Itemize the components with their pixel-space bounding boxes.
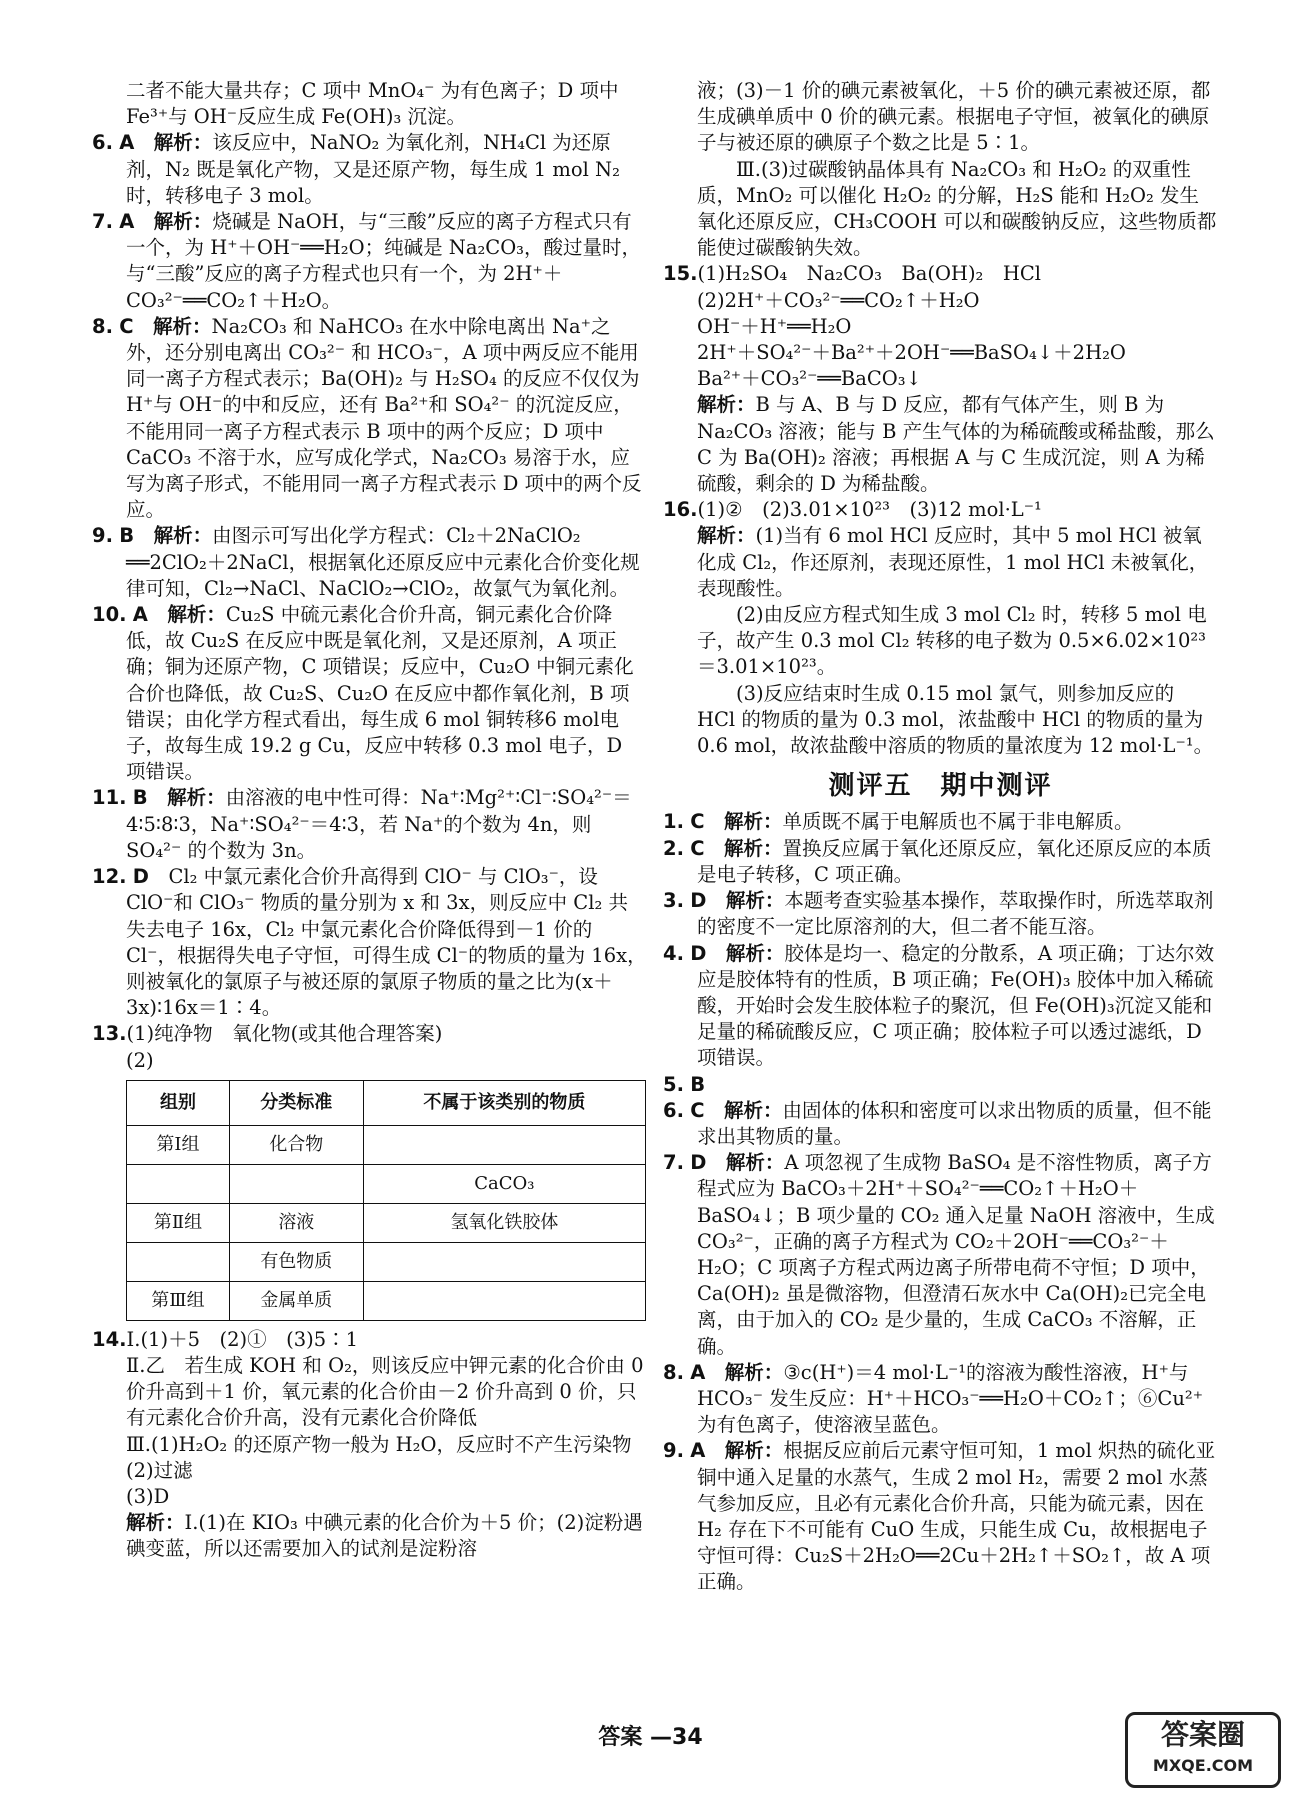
answer-text: 由溶液的电中性可得：Na⁺∶Mg²⁺∶Cl⁻∶SO₄²⁻＝4∶5∶8∶3，Na⁺∶SO₄²⁻＝4∶3，若 Na⁺的个数为 4n，则 SO₄²⁻ 的个数为 3n。	[126, 786, 632, 862]
answer-text: Cl₂ 中氯元素化合价升高得到 ClO⁻ 与 ClO₃⁻，设 ClO⁻和 ClO₃⁻ 物质的量分别为 x 和 3x，则反应中 Cl₂ 共失去电子 16x，Cl₂ 中氯元素化合价降低得到－1 价的 Cl⁻，根据得失电子守恒，可得生成 Cl⁻的物质的量为 16x，则被氧化的氯原子与被还原的氯原子物质的量之比为(x＋3x)∶16x＝1∶4。	[126, 865, 647, 1020]
table-header-cell: 组别	[127, 1080, 230, 1125]
answer-choice: A	[690, 1439, 706, 1463]
answer-text: (2)	[126, 1048, 154, 1072]
site-watermark-logo	[1125, 1712, 1281, 1788]
table-cell-std: 溶液	[229, 1203, 363, 1242]
left-column	[92, 78, 647, 1563]
answer-text: (1)② (2)3.01×10²³ (3)12 mol·L⁻¹	[697, 498, 1042, 522]
classification-table	[126, 1080, 646, 1321]
table-cell-group: 第Ⅲ组	[127, 1281, 230, 1320]
answer-item	[663, 809, 1218, 835]
indented-paragraph	[663, 157, 1218, 262]
answer-text: 2H⁺＋SO₄²⁻＋Ba²⁺＋2OH⁻══BaSO₄↓＋2H₂O	[697, 341, 1126, 365]
table-cell-group: 第Ⅰ组	[127, 1125, 230, 1164]
table-cell-not: 氢氧化铁胶体	[363, 1203, 645, 1242]
answer-item	[663, 1150, 1218, 1360]
right-column	[663, 78, 1218, 1596]
indented-paragraph	[663, 602, 1218, 681]
answer-choice: B	[690, 1072, 706, 1096]
answer-text: Ⅲ.(3)过碳酸钠晶体具有 Na₂CO₃ 和 H₂O₂ 的双重性质，MnO₂ 可以催化 H₂O₂ 的分解，H₂S 能和 H₂O₂ 发生氧化还原反应，CH₃COOH 可以和碳酸钠反应，这些物质都能使过碳酸钠失效。	[697, 157, 1217, 260]
answer-item	[92, 1021, 647, 1047]
answer-text: B 与 A、B 与 D 反应，都有气体产生，则 B 为 Na₂CO₃ 溶液；能与 B 产生气体的为稀硫酸或稀盐酸，那么 C 为 Ba(OH)₂ 溶液；再根据 A 与 C 生成沉淀，则 A 为稀硫酸，剩余的 D 为稀盐酸。	[697, 393, 1215, 496]
table-row	[127, 1281, 646, 1320]
table-cell-std: 金属单质	[229, 1281, 363, 1320]
question-number: 14.	[92, 1327, 127, 1351]
answer-line	[663, 366, 1218, 392]
answer-line	[663, 340, 1218, 366]
answer-item	[663, 1072, 1218, 1098]
answer-choice: A	[119, 210, 135, 234]
question-number: 10.	[92, 603, 127, 627]
answer-item	[92, 864, 647, 1021]
table-row	[127, 1125, 646, 1164]
analysis-label: 解析：	[724, 1098, 783, 1122]
answer-choice: A	[690, 1360, 706, 1384]
analysis-label: 解析：	[126, 1511, 185, 1535]
answer-text: Cu₂S 中硫元素化合价升高，铜元素化合价降低，故 Cu₂S 在反应中既是氧化剂，又是还原剂，A 项正确；铜为还原产物，C 项错误；反应中，Cu₂O 中铜元素化合价也降低，故 Cu₂S、Cu₂O 在反应中都作氧化剂，B 项错误；由化学方程式看出，每生成 6 mol 铜转移6 mol电子，故每生成 19.2 g Cu，反应中转移 0.3 mol 电子，D 项错误。	[126, 603, 634, 784]
answer-choice: C	[690, 836, 705, 860]
analysis-paragraph	[663, 392, 1218, 497]
question-number: 5.	[663, 1072, 684, 1096]
continued-text	[92, 78, 647, 130]
answer-line	[663, 288, 1218, 314]
table-row	[127, 1242, 646, 1281]
analysis-paragraph	[92, 1510, 647, 1562]
question-number: 15.	[663, 262, 698, 286]
answer-text: A 项忽视了生成物 BaSO₄ 是不溶性物质，离子方程式应为 BaCO₃＋2H⁺＋SO₄²⁻══CO₂↑＋H₂O＋BaSO₄↓；B 项少量的 CO₂ 通入足量 NaOH 溶液中，生成 CO₃²⁻，正确的离子方程式为 CO₂＋2OH⁻══CO₃²⁻＋H₂O；C 项离子方程式两边离子所带电荷不守恒；D 项中，Ca(OH)₂ 虽是微溶物，但澄清石灰水中 Ca(OH)₂已完全电离，由于加入的 CO₂ 是少量的，生成 CaCO₃ 不溶解，正确。	[697, 1151, 1215, 1358]
answer-item	[663, 888, 1218, 940]
answer-text: 单质既不属于电解质也不属于非电解质。	[782, 810, 1134, 834]
answer-item	[92, 602, 647, 785]
analysis-paragraph	[663, 523, 1218, 602]
answer-line	[92, 1353, 647, 1432]
answer-line	[663, 314, 1218, 340]
question-number: 1.	[663, 810, 684, 834]
analysis-label: 解析：	[153, 524, 213, 548]
answer-item	[92, 1327, 647, 1353]
table-cell-std: 有色物质	[229, 1242, 363, 1281]
question-number: 2.	[663, 836, 684, 860]
table-cell-not	[363, 1281, 645, 1320]
answer-item	[663, 497, 1218, 523]
table-cell-group: 第Ⅱ组	[127, 1203, 230, 1242]
answer-text: 置换反应属于氧化还原反应，氧化还原反应的本质是电子转移，C 项正确。	[697, 836, 1212, 886]
table-cell-std	[229, 1164, 363, 1203]
answer-choice: D	[690, 1151, 707, 1175]
analysis-label: 解析：	[697, 524, 756, 548]
answer-text: (3)反应结束时生成 0.15 mol 氯气，则参加反应的 HCl 的物质的量为 0.3 mol，浓盐酸中 HCl 的物质的量为 0.6 mol，故浓盐酸中溶质的物质的量浓度为 12 mol·L⁻¹。	[697, 681, 1214, 758]
answer-text: 根据反应前后元素守恒可知，1 mol 炽热的硫化亚铜中通入足量的水蒸气，生成 2 mol H₂，需要 2 mol 水蒸气参加反应，且必有元素化合价升高，只能为硫元素，因在 H₂ 存在下不可能有 CuO 生成，只能生成 Cu，故根据电子守恒可得：Cu₂S＋2H₂O══2Cu＋2H₂↑＋SO₂↑，故 A 项正确。	[697, 1439, 1216, 1594]
answer-text: Na₂CO₃ 和 NaHCO₃ 在水中除电离出 Na⁺之外，还分别电离出 CO₃²⁻ 和 HCO₃⁻，A 项中两反应不能用同一离子方程式表示；Ba(OH)₂ 与 H₂SO₄ 的反应不仅仅为 H⁺与 OH⁻的中和反应，还有 Ba²⁺和 SO₄²⁻ 的沉淀反应，不能用同一离子方程式表示 B 项中的两个反应；D 项中 CaCO₃ 不溶于水，应写成化学式，Na₂CO₃ 易溶于水，应写为离子形式，不能用同一离子方程式表示 D 项中的两个反应。	[126, 314, 642, 522]
answer-text: 本题考查实验基本操作，萃取操作时，所选萃取剂的密度不一定比原溶剂的大，但二者不能互溶。	[697, 889, 1214, 939]
analysis-label: 解析：	[167, 603, 226, 627]
answer-text: 该反应中，NaNO₂ 为氧化剂，NH₄Cl 为还原剂，N₂ 既是氧化产物，又是还原产物，每生成 1 mol N₂ 时，转移电子 3 mol。	[126, 131, 620, 207]
answer-text: Ⅱ.乙 若生成 KOH 和 O₂，则该反应中钾元素的化合价由 0 价升高到＋1 价，氧元素的化合价由－2 价升高到 0 价，只有元素化合价升高，没有元素化合价降低	[126, 1353, 644, 1430]
analysis-label: 解析：	[724, 810, 783, 834]
watermark-bottom: MXQE.COM	[1152, 1756, 1254, 1775]
question-number: 12.	[92, 865, 127, 889]
answer-choice: D	[690, 941, 707, 965]
question-number: 16.	[663, 498, 698, 522]
analysis-label: 解析：	[697, 393, 756, 417]
question-number: 3.	[663, 889, 684, 913]
answer-text: 二者不能大量共存；C 项中 MnO₄⁻ 为有色离子；D 项中 Fe³⁺与 OH⁻反应生成 Fe(OH)₃ 沉淀。	[126, 79, 619, 129]
answer-text: (1)纯净物 氧化物(或其他合理答案)	[126, 1022, 443, 1046]
question-number: 13.	[92, 1022, 127, 1046]
analysis-label: 解析：	[153, 314, 212, 338]
answer-text: 由固体的体积和密度可以求出物质的质量，但不能求出其物质的量。	[697, 1098, 1212, 1148]
table-cell-group	[127, 1164, 230, 1203]
table-header-row	[127, 1080, 646, 1125]
answer-choice: A	[119, 131, 135, 155]
table-cell-not	[363, 1125, 645, 1164]
answer-text: (2)由反应方程式知生成 3 mol Cl₂ 时，转移 5 mol 电子，故产生 0.3 mol Cl₂ 转移的电子数为 0.5×6.02×10²³＝3.01×10²³。	[697, 603, 1207, 679]
answer-text: (1)当有 6 mol HCl 反应时，其中 5 mol HCl 被氧化成 Cl₂，作还原剂，表现还原性，1 mol HCl 未被氧化，表现酸性。	[697, 524, 1209, 600]
answer-choice: A	[132, 603, 148, 627]
answer-item	[663, 836, 1218, 888]
answer-text: Ba²⁺＋CO₃²⁻══BaCO₃↓	[697, 367, 922, 391]
table-cell-not: CaCO₃	[363, 1164, 645, 1203]
question-number: 11.	[92, 786, 127, 810]
table-row	[127, 1203, 646, 1242]
answer-choice: C	[119, 314, 134, 338]
answer-text: (1)H₂SO₄ Na₂CO₃ Ba(OH)₂ HCl	[697, 262, 1042, 286]
answer-text: OH⁻＋H⁺══H₂O	[697, 314, 852, 338]
analysis-label: 解析：	[167, 786, 226, 810]
analysis-label: 解析：	[724, 1360, 784, 1384]
answer-item	[92, 314, 647, 524]
analysis-label: 解析：	[153, 210, 213, 234]
table-header-cell: 不属于该类别的物质	[363, 1080, 645, 1125]
answer-text: 由图示可写出化学方程式：Cl₂＋2NaClO₂ ══2ClO₂＋2NaCl，根据氧化还原反应中元素化合价变化规律可知，Cl₂→NaCl、NaClO₂→ClO₂，故氯气为氧化剂。	[126, 524, 640, 600]
watermark-top: 答案圈	[1160, 1718, 1245, 1751]
question-number: 8.	[92, 314, 113, 338]
question-number: 7.	[663, 1151, 684, 1175]
section-title: 测评五 期中测评	[828, 771, 1053, 802]
table-cell-std: 化合物	[229, 1125, 363, 1164]
answer-text: (3)D	[126, 1484, 170, 1508]
answer-choice: B	[132, 786, 148, 810]
answer-choice: C	[690, 810, 705, 834]
answer-text: 液；(3)－1 价的碘元素被氧化，＋5 价的碘元素被还原，都生成碘单质中 0 价的碘元素。根据电子守恒，被氧化的碘原子与被还原的碘原子个数之比是 5∶1。	[697, 79, 1211, 155]
analysis-label: 解析：	[725, 1151, 785, 1175]
answer-item	[663, 1098, 1218, 1150]
question-number: 8.	[663, 1360, 684, 1384]
question-number: 9.	[663, 1439, 684, 1463]
question-number: 4.	[663, 941, 684, 965]
continued-text	[663, 78, 1218, 157]
answer-line	[92, 1484, 647, 1510]
answer-choice: D	[690, 889, 707, 913]
answer-item	[663, 1360, 1218, 1439]
table-cell-not	[363, 1242, 645, 1281]
question-number: 6.	[92, 131, 113, 155]
table-header-cell: 分类标准	[229, 1080, 363, 1125]
answer-text: (2)过滤	[126, 1458, 193, 1482]
question-number: 7.	[92, 210, 113, 234]
answer-line	[92, 1432, 647, 1458]
question-number: 6.	[663, 1098, 684, 1122]
answer-item	[92, 130, 647, 209]
answer-text: 胶体是均一、稳定的分散系，A 项正确；丁达尔效应是胶体特有的性质，B 项正确；Fe(OH)₃ 胶体中加入稀硫酸，开始时会发生胶体粒子的聚沉，但 Fe(OH)₃沉淀又能和足量的稀硫酸反应，C 项正确；胶体粒子可以透过滤纸，D 项错误。	[697, 941, 1215, 1070]
answer-item	[92, 785, 647, 864]
table-cell-group	[127, 1242, 230, 1281]
answer-line	[92, 1458, 647, 1484]
answer-item	[92, 209, 647, 314]
table-row	[127, 1164, 646, 1203]
analysis-label: 解析：	[153, 131, 213, 155]
indented-paragraph	[663, 681, 1218, 760]
analysis-label: 解析：	[724, 836, 783, 860]
answer-text: Ⅰ.(1)＋5 (2)① (3)5∶1	[126, 1327, 359, 1351]
answer-line	[92, 1048, 647, 1074]
answer-text: Ⅲ.(1)H₂O₂ 的还原产物一般为 H₂O，反应时不产生污染物	[126, 1432, 632, 1456]
analysis-label: 解析：	[725, 941, 785, 965]
question-number: 9.	[92, 524, 113, 548]
answer-item	[92, 523, 647, 602]
answer-text: 烧碱是 NaOH，与“三酸”反应的离子方程式只有一个，为 H⁺＋OH⁻══H₂O；纯碱是 Na₂CO₃，酸过量时，与“三酸”反应的离子方程式也只有一个，为 2H⁺＋CO₃²⁻══CO₂↑＋H₂O。	[126, 210, 641, 312]
answer-choice: D	[132, 865, 149, 889]
answer-item	[663, 941, 1218, 1072]
answer-item	[663, 1438, 1218, 1595]
answer-text: ③c(H⁺)＝4 mol·L⁻¹的溶液为酸性溶液，H⁺与 HCO₃⁻ 发生反应：H⁺＋HCO₃⁻══H₂O＋CO₂↑；⑥Cu²⁺为有色离子，使溶液呈蓝色。	[697, 1360, 1203, 1437]
answer-item	[663, 261, 1218, 287]
analysis-label: 解析：	[724, 1439, 784, 1463]
answer-choice: C	[690, 1098, 705, 1122]
page-footer: 答案 —34	[598, 1725, 703, 1750]
answer-text: Ⅰ.(1)在 KIO₃ 中碘元素的化合价为＋5 价；(2)淀粉遇碘变蓝，所以还需要加入的试剂是淀粉溶	[126, 1511, 643, 1561]
analysis-label: 解析：	[725, 889, 785, 913]
answer-text: (2)2H⁺＋CO₃²⁻══CO₂↑＋H₂O	[697, 288, 980, 312]
answer-choice: B	[119, 524, 135, 548]
